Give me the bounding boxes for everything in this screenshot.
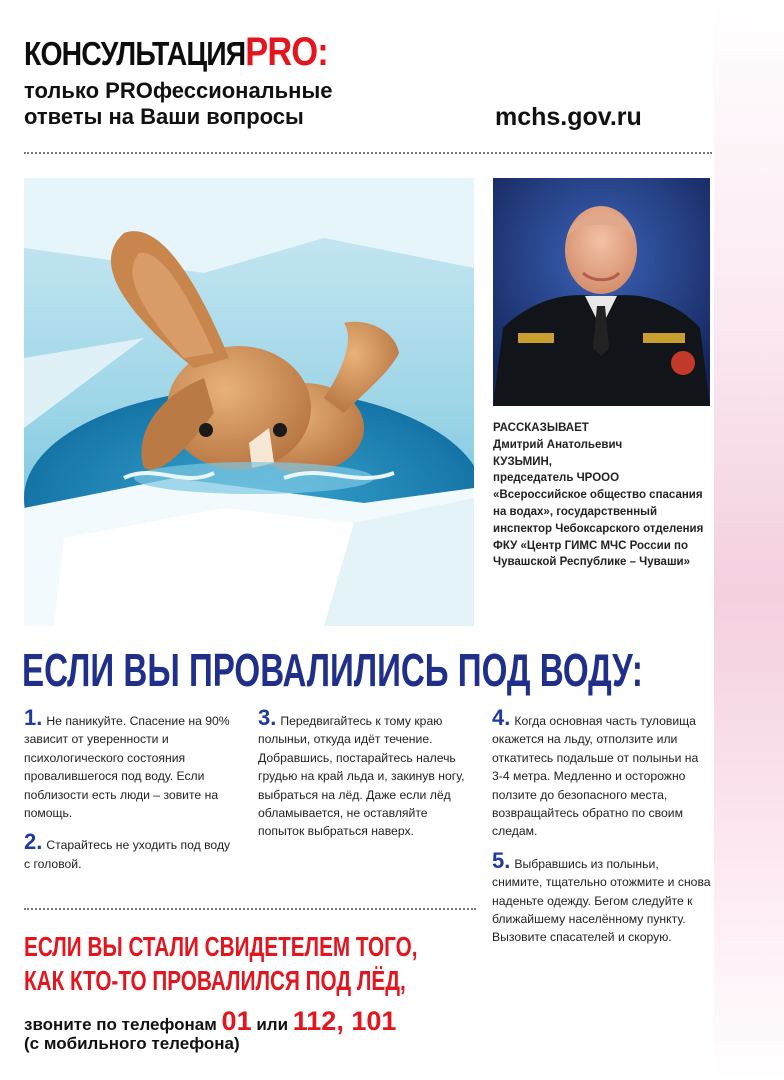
speaker-name: Дмитрий Анатольевич bbox=[493, 438, 623, 451]
step-text: Выбравшись из полыньи, снимите, тщательно отожмите и снова наденьте одежду. Бегом следуйте к ближайшему населённому пункту. Вызовите спасателей и скорую. bbox=[492, 856, 711, 945]
steps-column-2 bbox=[258, 705, 476, 851]
caption-label: РАССКАЗЫВАЕТ bbox=[493, 422, 589, 434]
title-main: КОНСУЛЬТАЦИЯ bbox=[24, 35, 246, 72]
subtitle-line-2: ответы на Ваши вопросы bbox=[24, 104, 304, 129]
divider-bottom bbox=[24, 908, 476, 910]
main-title: ЕСЛИ ВЫ ПРОВАЛИЛИСЬ ПОД ВОДУ: bbox=[22, 644, 643, 696]
title-accent: PRO: bbox=[245, 30, 328, 74]
phone-number-01[interactable]: 01 bbox=[221, 1006, 252, 1036]
call-text: звоните по телефонам bbox=[24, 1015, 217, 1034]
step-text: Передвигайтесь к тому краю полыньи, откуда идёт течение. Добравшись, постарайтесь налечь грудью на край льда и, закинув ногу, выбраться на лёд. Даже если лёд обламывается, не оставляйте попыток выбраться наверх. bbox=[258, 714, 465, 839]
step-number: 3. bbox=[258, 705, 277, 730]
step-number: 4. bbox=[492, 705, 511, 730]
step-5 bbox=[492, 847, 712, 947]
witness-line-2: КАК КТО-ТО ПРОВАЛИЛСЯ ПОД ЛЁД, bbox=[24, 965, 406, 996]
witness-heading bbox=[24, 930, 418, 998]
rabbit-in-ice-photo bbox=[24, 178, 474, 626]
speaker-portrait-photo bbox=[493, 178, 710, 406]
mobile-note: (с мобильного телефона) bbox=[24, 1034, 240, 1053]
step-1 bbox=[24, 705, 236, 822]
call-phones bbox=[24, 1006, 396, 1037]
step-number: 1. bbox=[24, 705, 43, 730]
divider-top bbox=[24, 152, 712, 154]
or-text: или bbox=[256, 1015, 289, 1034]
step-text: Когда основная часть туловища окажется на льду, отползите или откатитесь подальше от полыньи на 3-4 метра. Медленно и осторожно ползите до безопасного места, возвращайтесь обратно по своим следам. bbox=[492, 714, 699, 839]
step-number: 5. bbox=[492, 847, 511, 873]
decorative-pink-edge bbox=[714, 0, 784, 1080]
step-text: Не паникуйте. Спасение на 90% зависит от уверенности и психологического состояния провалившегося под воду. Если поблизости есть люди – зовите на помощь. bbox=[24, 714, 230, 821]
speaker-caption bbox=[493, 420, 713, 571]
site-link[interactable]: mchs.gov.ru bbox=[495, 103, 642, 131]
steps-column-3 bbox=[492, 705, 712, 957]
header-title bbox=[24, 30, 328, 75]
step-text: Старайтесь не уходить под воду с головой. bbox=[24, 838, 231, 871]
speaker-description: председатель ЧРООО «Всероссийское общество спасания на водах», государственный инспектор Чебоксарского отделения ФКУ «Центр ГИМС МЧС России по Чувашской Республике – Чуваши» bbox=[493, 472, 704, 569]
speaker-surname: КУЗЬМИН, bbox=[493, 455, 552, 468]
subtitle-line-1: только PROфессиональные bbox=[24, 78, 333, 103]
witness-line-1: ЕСЛИ ВЫ СТАЛИ СВИДЕТЕЛЕМ ТОГО, bbox=[24, 931, 418, 962]
step-3 bbox=[258, 705, 476, 841]
header-subtitle bbox=[24, 78, 444, 130]
phone-number-112-101[interactable]: 112, 101 bbox=[292, 1006, 397, 1036]
step-number: 2. bbox=[24, 829, 43, 855]
step-2 bbox=[24, 829, 236, 873]
steps-column-1 bbox=[24, 705, 236, 883]
step-4 bbox=[492, 705, 712, 841]
